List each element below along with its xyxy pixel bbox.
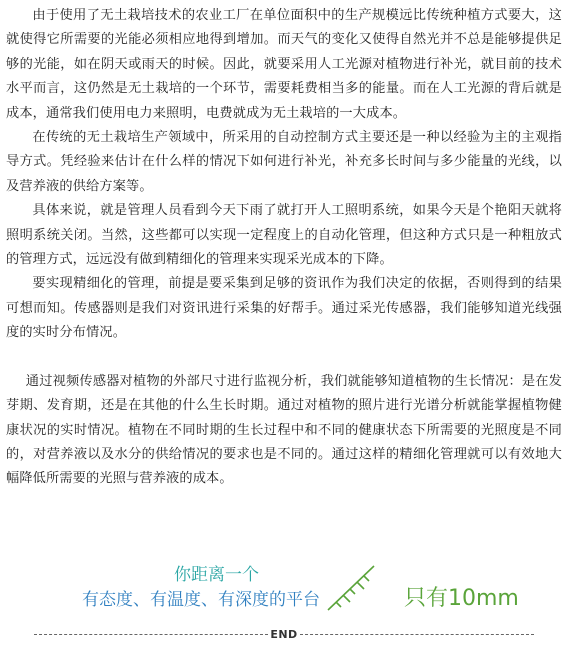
end-label: END xyxy=(270,627,298,641)
end-divider-left-dash xyxy=(34,634,268,635)
slogan-banner xyxy=(78,560,538,616)
end-divider-right-dash xyxy=(300,634,534,635)
banner-slogan: 只有10mm xyxy=(404,586,519,611)
paragraph-3: 具体来说，就是管理人员看到今天下雨了就打开人工照明系统，如果今天是个艳阳天就将照明系统关闭。当然，这些都可以实现一定程度上的自动化管理，但这种方式只是一种粗放式的管理方式，远远没有做到精细化的管理来实现采光成本的下降。 xyxy=(6,203,562,268)
slogan-banner-graphic xyxy=(78,560,538,616)
ruler-icon xyxy=(328,566,374,610)
banner-line-2: 有态度、有温度、有深度的平台 xyxy=(82,590,320,610)
article-body xyxy=(6,4,562,492)
banner-line-1: 你距离一个 xyxy=(174,565,259,585)
paragraph-5: 通过视频传感器对植物的外部尺寸进行监视分析，我们就能够知道植物的生长情况：是在发芽期、发育期，还是在其他的什么生长时期。通过对植物的照片进行光谱分析就能掌握植物健康状况的实时情况。植物在不同时期的生长过程中和不同的健康状态下所需要的光照度是不同的，对营养液以及水分的供给情况的要求也是不同的。通过这样的精细化管理就可以有效地大幅降低所需要的光照与营养液的成本。 xyxy=(6,373,562,487)
end-divider xyxy=(34,624,534,644)
paragraph-spacer xyxy=(6,346,562,370)
paragraph-2: 在传统的无土栽培生产领域中，所采用的自动控制方式主要还是一种以经验为主的主观指导方式。凭经验来估计在什么样的情况下如何进行补光，补充多长时间与多少能量的光线，以及营养液的供给方案等。 xyxy=(6,130,562,194)
paragraph-1: 由于使用了无土栽培技术的农业工厂在单位面积中的生产规模远比传统种植方式要大，这就使得它所需要的光能必须相应地得到增加。而天气的变化又使得自然光并不总是能够提供足够的光能，如在阴天或雨天的时候。因此，就要采用人工光源对植物进行补光，就目前的技术水平而言，这仍然是无土栽培的一个环节，需要耗费相当多的能量。而在人工光源的背后就是成本，通常我们使用电力来照明，电费就成为无土栽培的一大成本。 xyxy=(6,8,562,121)
paragraph-4: 要实现精细化的管理，前提是要采集到足够的资讯作为我们决定的依据，否则得到的结果可想而知。传感器则是我们对资讯进行采集的好帮手。通过采光传感器，我们能够知道光线强度的实时分布情况。 xyxy=(6,276,562,341)
